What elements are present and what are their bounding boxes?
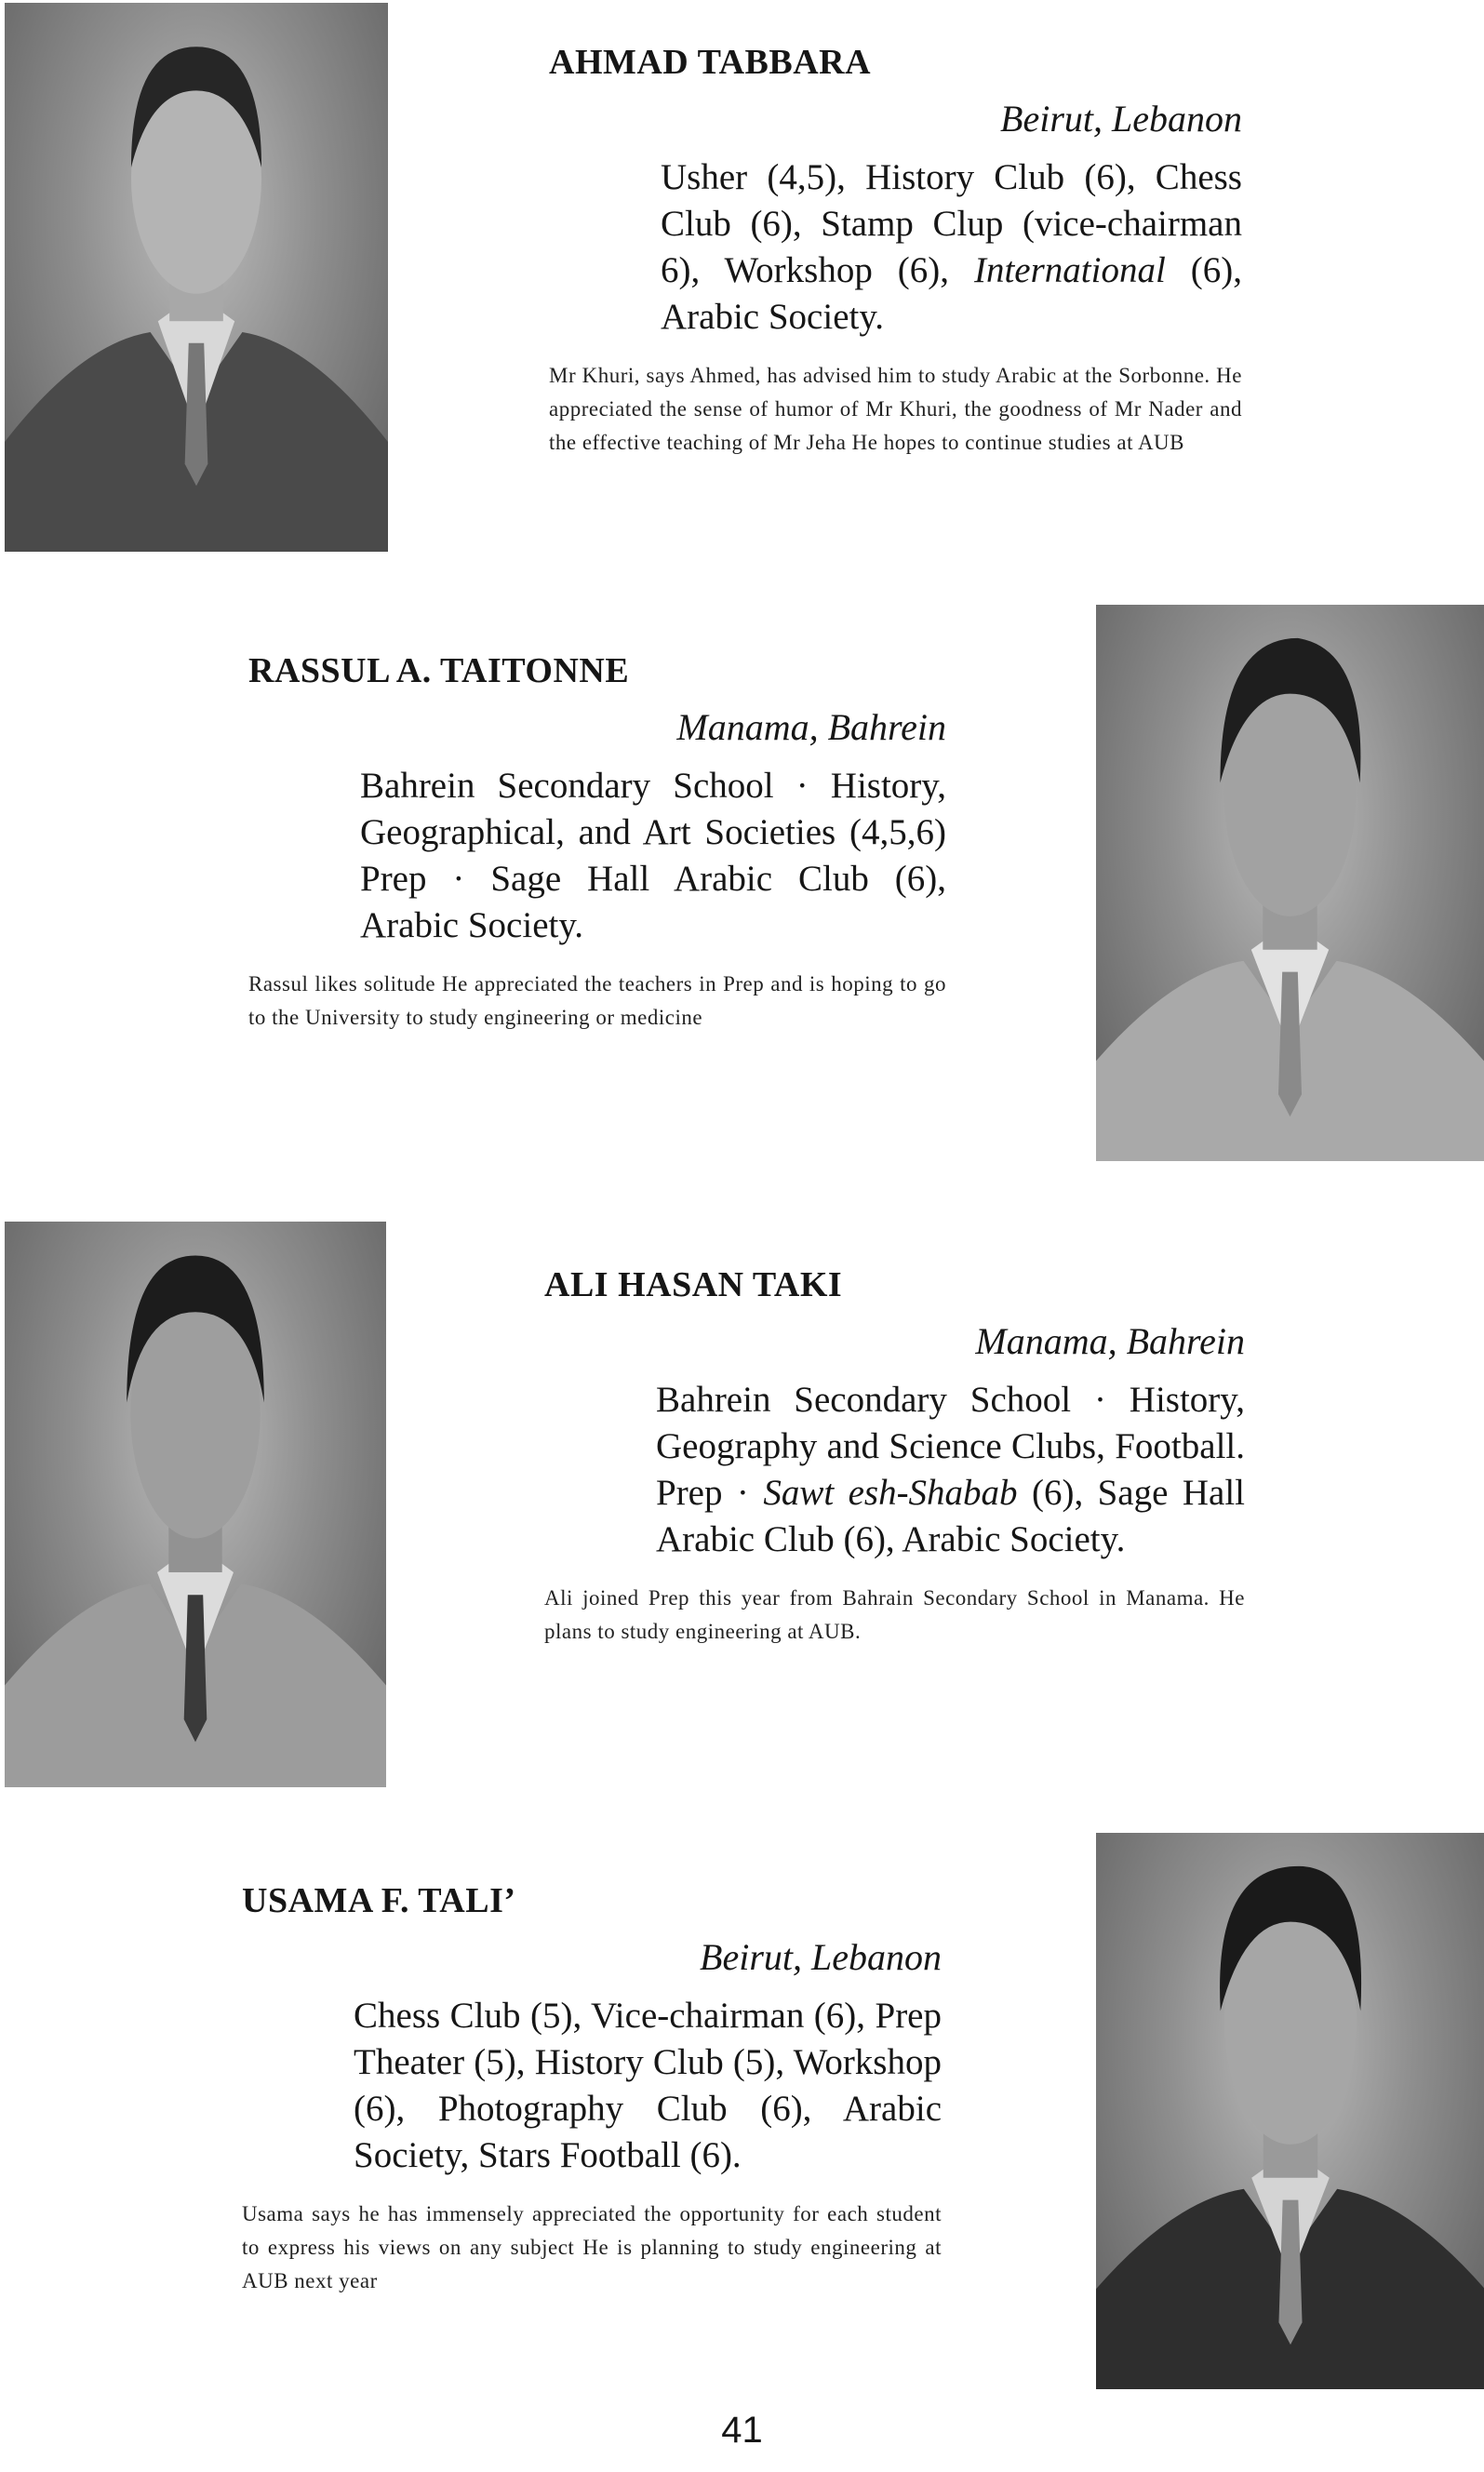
- hometown: Beirut, Lebanon: [700, 1936, 942, 1978]
- student-name: RASSUL A. TAITONNE: [248, 651, 630, 690]
- student-note: Ali joined Prep this year from Bahrain Secondary School in Manama. He plans to study engineering at AUB.: [544, 1586, 1245, 1643]
- student-name: ALI HASAN TAKI: [544, 1265, 843, 1304]
- hometown: Manama, Bahrein: [975, 1320, 1245, 1362]
- student-entry-ali-hasan-taki: [544, 1267, 1245, 1649]
- hometown: Manama, Bahrein: [676, 706, 946, 748]
- portrait-silhouette: [1096, 1833, 1484, 2389]
- portrait-ahmad-tabbara: [5, 3, 388, 552]
- student-entry-rassul-taitonne: [248, 653, 946, 1035]
- activities: [661, 154, 1242, 341]
- student-name: USAMA F. TALI’: [242, 1881, 516, 1920]
- student-note: Usama says he has immensely appreciated the opportunity for each student to express his views on any subject He is planning to study engineering at AUB next year: [242, 2202, 942, 2292]
- activities-text-end: (6), Sage Hall Arabic Club (6), Arabic Society.: [656, 1473, 1245, 1559]
- student-name: AHMAD TABBARA: [549, 43, 872, 82]
- activities-italic: Sawt esh-Shabab: [763, 1473, 1018, 1513]
- portrait-silhouette: [1096, 605, 1484, 1161]
- activities: Bahrein Secondary School · History, Geographical, and Art Societies (4,5,6) Prep · Sage Hall Arabic Club (6), Arabic Society.: [360, 766, 946, 945]
- activities: Chess Club (5), Vice-chairman (6), Prep Theater (5), History Club (5), Workshop (6), Photography Club (6), Arabic Society, Stars Football (6).: [354, 1996, 942, 2175]
- activities-text-end: (6), Arabic Society.: [661, 250, 1242, 337]
- page-number: 41: [721, 2410, 763, 2451]
- portrait-rassul-taitonne: [1096, 605, 1484, 1161]
- student-entry-usama-tali: [242, 1883, 942, 2298]
- hometown: Beirut, Lebanon: [1000, 98, 1242, 140]
- portrait-ali-hasan-taki: [5, 1222, 386, 1787]
- portrait-silhouette: [5, 1222, 386, 1787]
- activities: [656, 1377, 1245, 1563]
- student-note: Mr Khuri, says Ahmed, has advised him to study Arabic at the Sorbonne. He appreciated the sense of humor of Mr Khuri, the goodness of Mr Nader and the effective teaching of Mr Jeha He hopes to continue studies at AUB: [549, 364, 1242, 454]
- activities-text: Bahrein Secondary School · History, Geography and Science Clubs, Football. Prep ·: [656, 1380, 1245, 1513]
- student-note: Rassul likes solitude He appreciated the teachers in Prep and is hoping to go to the University to study engineering or medicine: [248, 972, 946, 1029]
- portrait-silhouette: [5, 3, 388, 552]
- activities-text: Usher (4,5), History Club (6), Chess Club (6), Stamp Clup (vice-chairman 6), Workshop (6),: [661, 157, 1242, 290]
- portrait-usama-tali: [1096, 1833, 1484, 2389]
- student-entry-ahmad-tabbara: [549, 45, 1242, 460]
- activities-italic: International: [973, 250, 1166, 290]
